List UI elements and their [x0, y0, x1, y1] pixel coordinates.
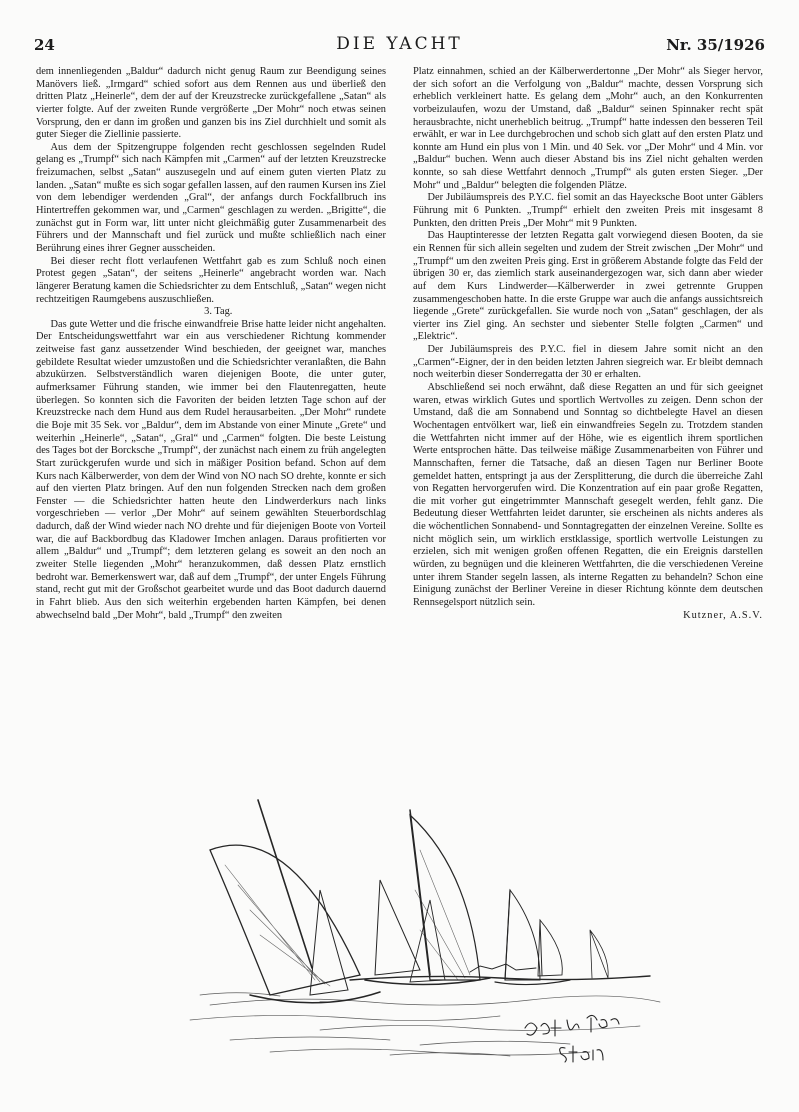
water-strokes	[190, 993, 660, 1056]
author-signature: Kutzner, A.S.V.	[683, 609, 763, 621]
sailboat-sketch	[170, 790, 670, 1090]
section-heading: 3. Tag.	[204, 306, 233, 318]
paragraph: Der Jubiläumspreis des P.Y.C. fiel in diesem Jahre somit nicht an den „Carmen“-Eigner, der in den beiden letzten Jahren siegreich war. Er bleibt demnach noch weiterbin dieser Sonderregatta der 30 er erhalten.	[413, 344, 763, 381]
paragraph: dem innenliegenden „Baldur“ dadurch nicht genug Raum zur Beendigung seines Manövers ließ. „Irmgard“ schied sofort aus dem Rennen aus und überließ den dritten Platz „Heinerle“, dem der auf der Kreuzstrecke zurückgefallene „Satan“ als vierter folgte. Auf der zweiten Runde vergrößerte „Der Mohr“ noch etwas seinen Vorsprung, den er dann im großen und ganzen bis ins Ziel durchhielt und somit als guter Sieger die Ziellinie passierte.	[36, 66, 386, 141]
right-column	[413, 66, 763, 622]
paragraph: Abschließend sei noch erwähnt, daß diese Regatten an und für sich geeignet waren, etwas wirklich Gutes und sportlich Wertvolles zu zeigen. Denn schon der Umstand, daß die am Sonnabend und Sonntag so dichtbelegte Havel an diesen Wochentagen entvölkert war, ließ ein einwandfreies Segeln zu. Trotzdem standen die Wettfahrten nicht immer auf der Höhe, wie es eigentlich ihrem sportlichen Werte entsprochen hätte. Das teilweise mäßige Zusammenarbeiten von Führer und Mannschaften, ferner die Tatsache, daß an diesen Tagen nur Berliner Boote gemeldet hatten, entspringt ja aus der Zersplitterung, die durch die überreiche Zahl von Regatten hervorgerufen wird. Die Konzentration auf ein paar große Regatten, die mit vorher gut eingetrimmter Mannschaft gesegelt werden, fehlt ganz. Die Bedeutung dieser Wettfahrten leidet darunter, sie erscheinen als nichts anderes als die wöchentlichen Sonnabend- und Sonntagregatten der einzelnen Vereine. Sollte es nicht möglich sein, um wirklich erstklassige, sportlich wertvolle Leistungen zu erzielen, sich mit wenigen großen offenen Regatten, die ein Ereignis darstellen würden, zu begnügen und die kleineren Wettfahrten, die die verschiedenen Vereine unter ihrem Stander segeln lassen, als interne Regatten zu behandeln? Schon eine Einigung zunächst der Berliner Vereine in dieser Richtung könnte dem deutschen Rennsegelsport nützlich sein.	[413, 382, 763, 608]
trees	[470, 964, 536, 972]
paragraph: Das gute Wetter und die frische einwandfreie Brise hatte leider nicht angehalten. Der Entscheidungswettfahrt war ein aus verschiedener Richtung kommender zeitweise fast ganz aussetzender Wind beschieden, der geeignet war, manches gebildete Resultat wieder umzustoßen und die Schiedsrichter veranlaßten, die Bahn abzukürzen. Selbstverständlich waren diejenigen Boote, die unter guter, aufmerksamer Führung standen, wie immer bei den Flautenregatten, heute überlegen. So konnten sich die Favoriten der beiden letzten Tage schon auf der Kreuzstrecke nach dem Hund aus dem Rudel herausarbeiten. „Der Mohr“ rundete die Boje mit 35 Sek. vor „Baldur“, dem im Abstande von einer Minute „Grete“ und weiterhin „Heinerle“, „Satan“, „Gral“ und „Carmen“ folgten. Die beste Leistung des Tages bot der Borcksche „Trumpf“, der zunächst nach einem zu früh angelegten Start zurückgerufen wurde und sich in mäßiger Position befand. Schon auf dem Kurs nach Kälberwerder, von dem der Wind von NO nach SO drehte, konnte er sich auf den vierten Platz bringen. Auf den nun folgenden Strecken nach dem großen Fenster — die Schiedsrichter hatten heute den Lindwerderkurs nach links vorgeschrieben — verlor „Der Mohr“ auf seinem gewählten Steuerbordschlag dadurch, daß der Wind wieder nach NO drehte und für diejenigen Boote von Vorteil war, die auf Backbordbug das Kladower Imchen anlagen. Daraus profitierten vor allem „Baldur“ und „Trumpf“; dem letzteren gelang es soweit an den noch an zweiter Stelle liegenden „Mohr“ heranzukommen, daß dessen Platz ernstlich bedroht war. Bemerkenswert war, daß auf dem „Trumpf“, der unter Engels Führung stand, recht gut mit der Großschot gearbeitet wurde und das Boot dadurch dauernd in Fahrt blieb. Aus den sich weiterhin ergebenden harten Kämpfen, bei denen abwechselnd bald „Der Mohr“, bald „Trumpf“ den zweiten	[36, 318, 386, 621]
artist-signature	[525, 1015, 619, 1062]
large-sailboat	[210, 800, 380, 1003]
left-column	[36, 66, 386, 622]
paragraph: Bei dieser recht flott verlaufenen Wettfahrt gab es zum Schluß noch einen Protest gegen „Satan“, der seitens „Heinerle“ angebracht worden war. Nach längerer Beratung kamen die Schiedsrichter zu dem Entschluß, „Satan“ wegen nicht rechtzeitigen Raumgebens auszuschließen.	[36, 255, 386, 305]
page-header	[34, 34, 765, 58]
right-sailboats	[495, 890, 608, 985]
paragraph: Aus dem der Spitzengruppe folgenden recht geschlossen segelnden Rudel gelang es „Trumpf“ sich nach Kämpfen mit „Carmen“ auf der letzten Kreuzstrecke freizumachen, selbst „Satan“ auszusegeln und auf einem guten vierten Platz zu landen. „Satan“ mußte es sich sogar gefallen lassen, auf den raumen Kursen ins Ziel von dem lebendiger werdenden „Gral“, der anfangs durch Fockfallbruch ins Hintertreffen gekommen war, und „Carmen“ geschlagen zu werden. „Brigitte“, die zunächst gut in Form war, litt unter nicht gleichmäßig guter Zusammenarbeit des Führers und der Mannschaft und fiel zurück und mußte schließlich nach einer Berührung eines ihrer Gegner ausscheiden.	[36, 141, 386, 254]
page-number: 24	[34, 36, 55, 54]
magazine-title: DIE YACHT	[336, 34, 463, 54]
paragraph: Das Hauptinteresse der letzten Regatta galt vorwiegend diesen Booten, da sie ein Rennen für sich allein segelten und zudem der Streit zwischen „Der Mohr“ und „Trumpf“ um den zweiten Preis ging. Erst in größerem Abstande folgte das Feld der übrigen 30 er, das ziemlich stark auseinandergezogen war, sich dann aber wieder auf dem Kurs Lindwerder—Kälberwerder in zwei getrennte Gruppen zusammengeschoben hatte. In die erste Gruppe war auch die anfangs aussichtsreich liegende „Grete“ zurückgefallen. Sie wurde noch von „Satan“ geschlagen, der als vierter ins Ziel ging. An sechster und siebenter Stelle folgten „Carmen“ und „Elektric“.	[413, 230, 763, 343]
middle-sailboats	[365, 810, 490, 985]
paragraph: Platz einnahmen, schied an der Kälberwerdertonne „Der Mohr“ als Sieger hervor, der sich sofort an die Verfolgung von „Baldur“ machte, dessen Vorsprung sich erheblich verkleinert hatte. Es gelang dem „Mohr“ auch, an den Konkurrenten vorbeizulaufen, wozu der Umstand, daß „Baldur“ seinen Spinnaker recht spät herausbrachte, nicht unerheblich beitrug. „Trumpf“ hatte indessen den besseren Teil erwählt, er war in Lee durchgebrochen und schob sich glatt auf den ersten Platz und konnte am Hund ein plus von 1 Min. und 40 Sek. vor „Der Mohr“ und 4 Min. vor „Baldur“ buchen. Wenn auch dieser Abstand bis ins Ziel nicht gehalten werden konnte, so sah diese Wettfahrt dennoch „Trumpf“ als guten ersten Sieger. „Der Mohr“ und „Baldur“ belegten die folgenden Plätze.	[413, 66, 763, 191]
paragraph: Der Jubiläumspreis des P.Y.C. fiel somit an das Hayecksche Boot unter Gäblers Führung mit 6 Punkten. „Trumpf“ erhielt den zweiten Preis mit insgesamt 8 Punkten, den dritten Preis „Der Mohr“ mit 9 Punkten.	[413, 192, 763, 229]
shoreline	[350, 976, 650, 980]
issue-number: Nr. 35/1926	[666, 36, 765, 54]
